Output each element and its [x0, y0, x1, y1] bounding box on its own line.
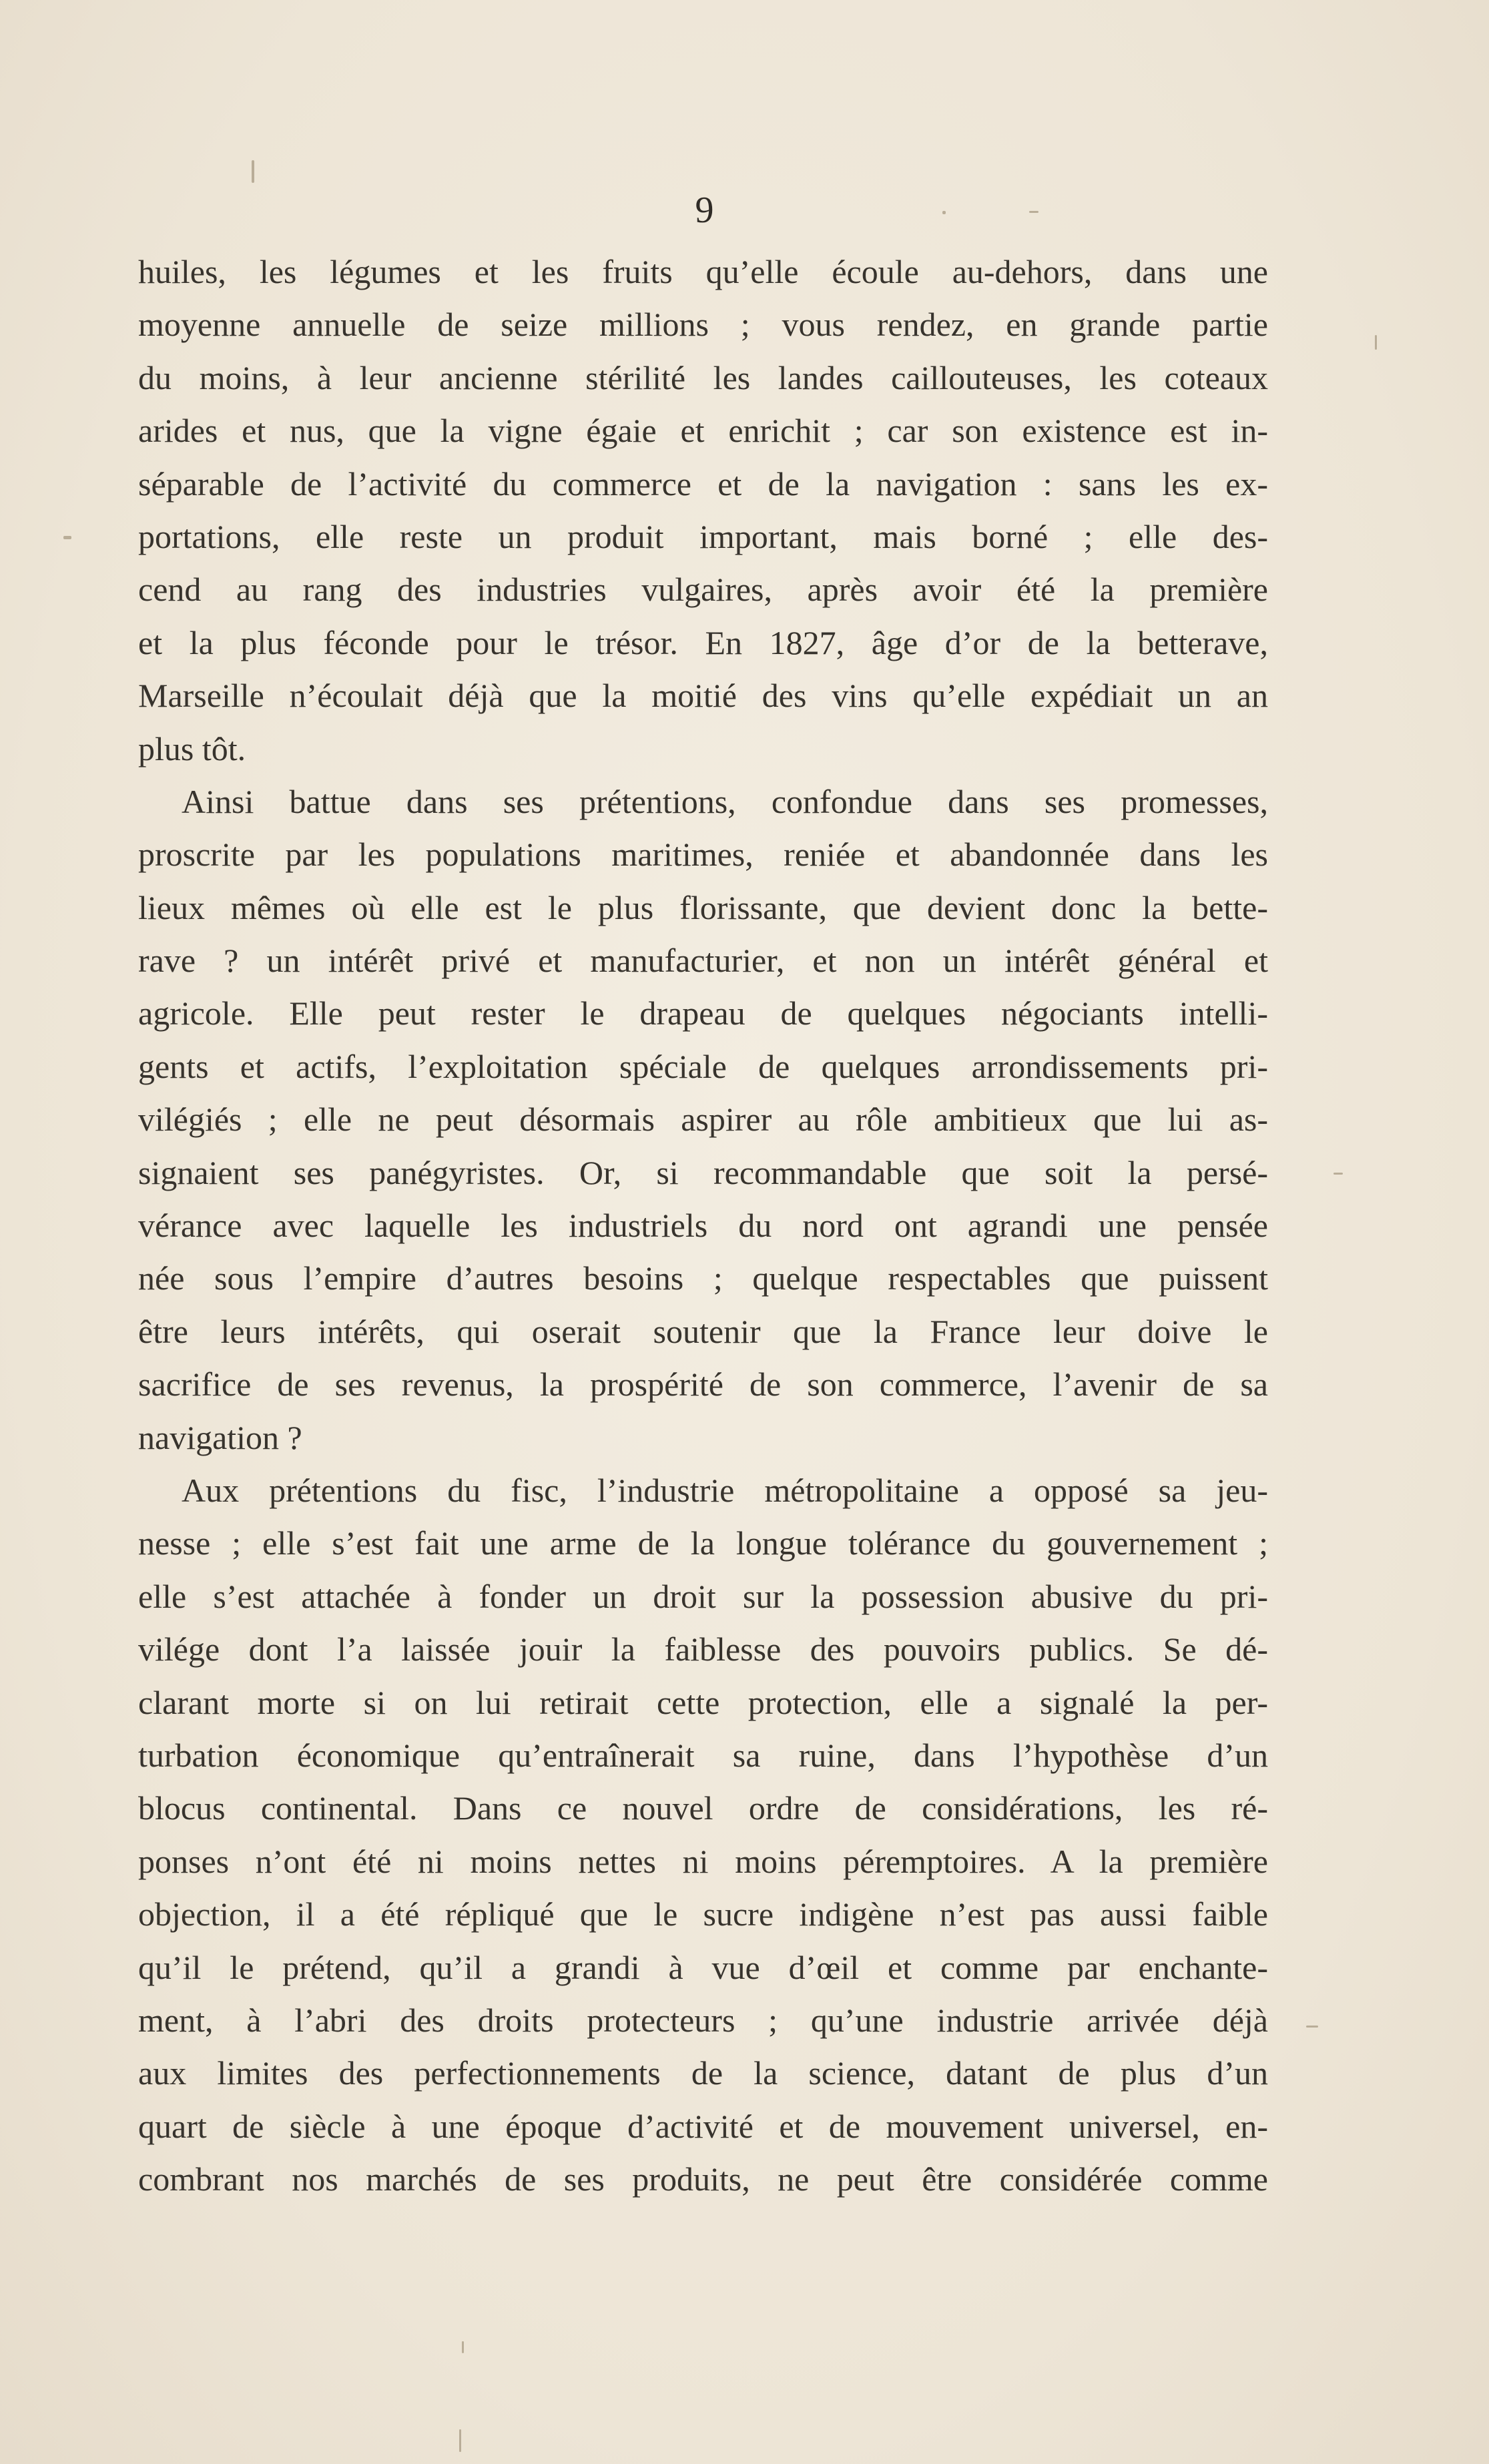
text-line: combrant nos marchés de ses produits, ne peut être considérée comme — [138, 2160, 1268, 2198]
text-line: gents et actifs, l’exploitation spéciale de quelques arrondissements pri- — [138, 1047, 1268, 1085]
text-line: turbation économique qu’entraînerait sa ruine, dans l’hypothèse d’un — [138, 1736, 1268, 1774]
paper-speck — [459, 2429, 461, 2452]
page-number: 9 — [695, 190, 714, 231]
text-line: blocus continental. Dans ce nouvel ordre de considérations, les ré- — [138, 1789, 1268, 1827]
paragraph-3 — [138, 1464, 1268, 2206]
text-line: quart de siècle à une époque d’activité et de mouvement universel, en- — [138, 2107, 1268, 2145]
text-line: séparable de l’activité du commerce et de la navigation : sans les ex- — [138, 465, 1268, 503]
text-line: du moins, à leur ancienne stérilité les landes caillouteuses, les coteaux — [138, 358, 1268, 396]
text-line: proscrite par les populations maritimes, reniée et abandonnée dans les — [138, 836, 1268, 874]
text-line: moyenne annuelle de seize millions ; vous rendez, en grande partie — [138, 306, 1268, 344]
paragraph-1 — [138, 246, 1268, 776]
text-line: signaient ses panégyristes. Or, si recommandable que soit la persé- — [138, 1153, 1268, 1191]
paper-speck — [252, 160, 254, 183]
body-text — [138, 246, 1268, 2206]
text-line: elle s’est attachée à fonder un droit sur la possession abusive du pri- — [138, 1577, 1268, 1615]
paper-speck — [1375, 335, 1377, 350]
text-line: nesse ; elle s’est fait une arme de la longue tolérance du gouvernement ; — [138, 1524, 1268, 1562]
text-line: huiles, les légumes et les fruits qu’elle écoule au-dehors, dans une — [138, 253, 1268, 290]
text-line: ponses n’ont été ni moins nettes ni moins péremptoires. A la première — [138, 1842, 1268, 1880]
paper-speck — [462, 2341, 464, 2353]
text-line: navigation ? — [138, 1418, 302, 1456]
text-line: et la plus féconde pour le trésor. En 1827, âge d’or de la betterave, — [138, 623, 1268, 661]
text-line: lieux mêmes où elle est le plus florissante, que devient donc la bette- — [138, 888, 1268, 926]
text-line: clarant morte si on lui retirait cette protection, elle a signalé la per- — [138, 1683, 1268, 1721]
text-line: sacrifice de ses revenus, la prospérité de son commerce, l’avenir de sa — [138, 1365, 1268, 1404]
text-line: agricole. Elle peut rester le drapeau de quelques négociants intelli- — [138, 994, 1268, 1032]
text-line: plus tôt. — [138, 729, 246, 767]
text-line: cend au rang des industries vulgaires, après avoir été la première — [138, 571, 1268, 609]
text-line: être leurs intérêts, qui oserait soutenir que la France leur doive le — [138, 1312, 1268, 1350]
text-line: vilége dont l’a laissée jouir la faiblesse des pouvoirs publics. Se dé- — [138, 1630, 1268, 1668]
text-line: rave ? un intérêt privé et manufacturier, et non un intérêt général et — [138, 942, 1268, 980]
text-line: née sous l’empire d’autres besoins ; quelque respectables que puissent — [138, 1259, 1268, 1297]
text-line: ment, à l’abri des droits protecteurs ; qu’une industrie arrivée déjà — [138, 2001, 1268, 2039]
text-line: portations, elle reste un produit important, mais borné ; elle des- — [138, 517, 1268, 555]
text-line: Ainsi battue dans ses prétentions, confondue dans ses promesses, — [182, 782, 1268, 820]
paper-speck — [1333, 1173, 1343, 1175]
paragraph-2 — [138, 776, 1268, 1464]
text-line: Aux prétentions du fisc, l’industrie métropolitaine a opposé sa jeu- — [182, 1471, 1268, 1509]
text-line: qu’il le prétend, qu’il a grandi à vue d’œil et comme par enchante- — [138, 1948, 1268, 1986]
paper-speck — [63, 536, 71, 539]
text-line: vérance avec laquelle les industriels du nord ont agrandi une pensée — [138, 1207, 1268, 1245]
paper-speck — [1306, 2026, 1318, 2028]
text-line: vilégiés ; elle ne peut désormais aspirer au rôle ambitieux que lui as- — [138, 1101, 1268, 1139]
text-line: aux limites des perfectionnements de la science, datant de plus d’un — [138, 2054, 1268, 2092]
text-line: Marseille n’écoulait déjà que la moitié des vins qu’elle expédiait un an — [138, 677, 1268, 715]
text-line: objection, il a été répliqué que le sucre indigène n’est pas aussi faible — [138, 1895, 1268, 1933]
text-line: arides et nus, que la vigne égaie et enrichit ; car son existence est in- — [138, 412, 1268, 450]
